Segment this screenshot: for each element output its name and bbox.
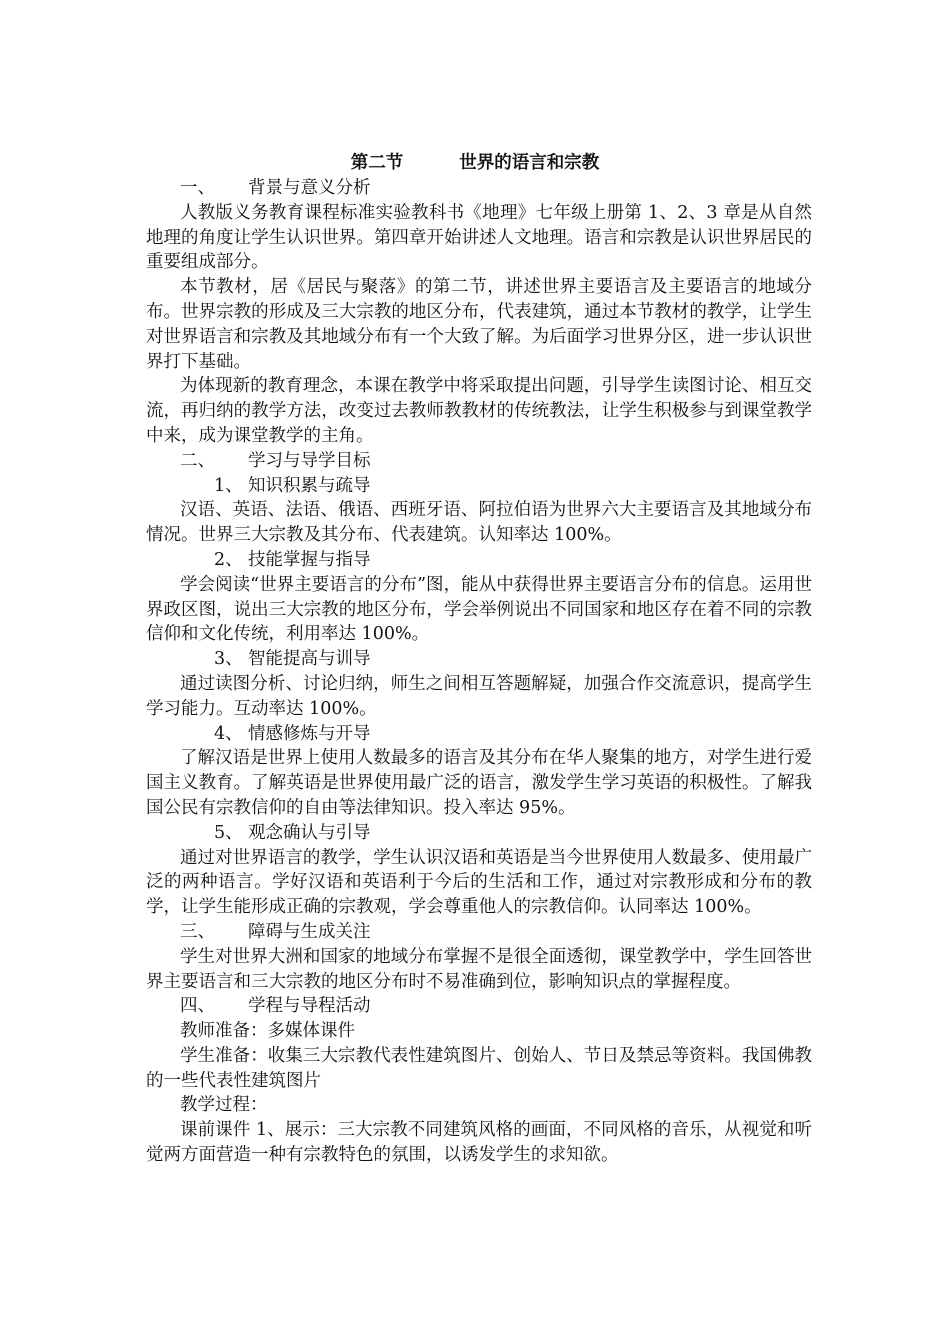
paragraph: 为体现新的教育理念，本课在教学中将采取提出问题，引导学生读图讨论、相互交流，再归纳的教学方法，改变过去教师教教材的传统教法，让学生积极参与到课堂教学中来，成为课堂教学的主角。 xyxy=(146,376,812,446)
document-title xyxy=(0,150,950,176)
paragraph: 学会阅读“世界主要语言的分布”图，能从中获得世界主要语言分布的信息。运用世界政区图，说出三大宗教的地区分布，学会举例说出不同国家和地区存在着不同的宗教信仰和文化传统，利用率达 100%。 xyxy=(146,574,812,645)
subsection-heading: 2、 技能掌握与指导 xyxy=(214,549,371,570)
paragraph: 通过读图分析、讨论归纳，师生之间相互答题解疑，加强合作交流意识，提高学生学习能力。互动率达 100%。 xyxy=(146,673,812,719)
section-heading: 一、 背景与意义分析 xyxy=(180,178,371,198)
subsection-heading: 1、 知识积累与疏导 xyxy=(214,475,371,496)
title-section-number: 第二节 xyxy=(350,153,404,173)
section-heading: 四、 学程与导程活动 xyxy=(180,996,371,1017)
paragraph: 汉语、英语、法语、俄语、西班牙语、阿拉伯语为世界六大主要语言及其地域分布情况。世界三大宗教及其分布、代表建筑。认知率达 100%。 xyxy=(146,500,812,546)
paragraph: 本节教材，居《居民与聚落》的第二节，讲述世界主要语言及主要语言的地域分布。世界宗教的形成及三大宗教的地区分布，代表建筑，通过本节教材的教学，让学生对世界语言和宗教及其地域分布有一个大致了解。为后面学习世界分区，进一步认识世界打下基础。 xyxy=(146,277,812,372)
section-heading: 二、 学习与导学目标 xyxy=(180,450,371,471)
paragraph: 人教版义务教育课程标准实验教科书《地理》七年级上册第 1、2、3 章是从自然地理的角度让学生认识世界。第四章开始讲述人文地理。语言和宗教是认识世界居民的重要组成部分。 xyxy=(146,202,812,273)
teacher-preparation: 教师准备：多媒体课件 xyxy=(180,1021,355,1042)
paragraph: 课前课件 1、展示：三大宗教不同建筑风格的画面，不同风格的音乐，从视觉和听觉两方面营造一种有宗教特色的氛围，以诱发学生的求知欲。 xyxy=(146,1120,812,1166)
paragraph: 学生对世界大洲和国家的地域分布掌握不是很全面透彻，课堂教学中，学生回答世界主要语言和三大宗教的地区分布时不易准确到位，影响知识点的掌握程度。 xyxy=(146,946,812,992)
teaching-process-label: 教学过程： xyxy=(180,1095,268,1116)
section-heading: 三、 障碍与生成关注 xyxy=(180,921,371,942)
title-text: 世界的语言和宗教 xyxy=(459,153,600,173)
student-preparation: 学生准备：收集三大宗教代表性建筑图片、创始人、节日及禁忌等资料。我国佛教的一些代表性建筑图片 xyxy=(146,1045,812,1091)
document-body xyxy=(146,176,812,1168)
subsection-heading: 3、 智能提高与训导 xyxy=(214,649,371,670)
paragraph: 通过对世界语言的教学，学生认识汉语和英语是当今世界使用人数最多、使用最广泛的两种语言。学好汉语和英语利于今后的生活和工作，通过对宗教形成和分布的教学，让学生能形成正确的宗教观，学会尊重他人的宗教信仰。认同率达 100%。 xyxy=(146,847,812,918)
subsection-heading: 4、 情感修炼与开导 xyxy=(214,723,371,744)
subsection-heading: 5、 观念确认与引导 xyxy=(214,822,371,843)
paragraph: 了解汉语是世界上使用人数最多的语言及其分布在华人聚集的地方，对学生进行爱国主义教育。了解英语是世界使用最广泛的语言，激发学生学习英语的积极性。了解我国公民有宗教信仰的自由等法律知识。投入率达 95%。 xyxy=(146,748,812,818)
